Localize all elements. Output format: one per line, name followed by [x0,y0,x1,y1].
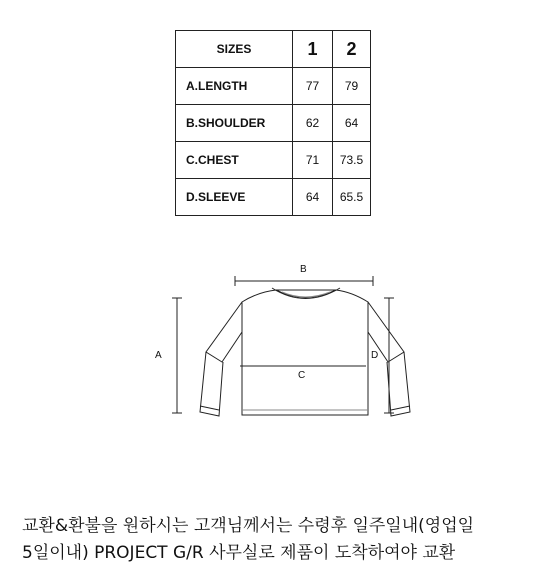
measure-a-label: A [155,350,162,361]
size-1-header-cell: 1 [293,31,333,68]
size-2-value: 73.5 [333,142,371,179]
measure-a-guide [172,298,182,413]
exchange-refund-notice [22,513,542,567]
sizes-header-cell: SIZES [176,31,293,68]
row-label: A.LENGTH [176,68,293,105]
row-label: D.SLEEVE [176,179,293,216]
size-2-value: 65.5 [333,179,371,216]
notice-line: 5일이내) PROJECT G/R 사무실로 제품이 도착하여야 교환 [22,543,456,563]
measure-d-label: D [371,350,379,361]
size-1-value: 62 [293,105,333,142]
row-label: C.CHEST [176,142,293,179]
size-1-value: 64 [293,179,333,216]
measure-b-guide [235,276,373,286]
shirt-outline [200,288,410,416]
size-2-value: 64 [333,105,371,142]
notice-line: 교환&환불을 원하시는 고객님께서는 수령후 일주일내(영업일 [22,516,475,536]
measure-c-label: C [298,370,306,381]
size-2-header-cell: 2 [333,31,371,68]
size-1-value: 77 [293,68,333,105]
size-2-value: 79 [333,68,371,105]
size-1-value: 71 [293,142,333,179]
row-label: B.SHOULDER [176,105,293,142]
measure-b-label: B [300,264,307,275]
